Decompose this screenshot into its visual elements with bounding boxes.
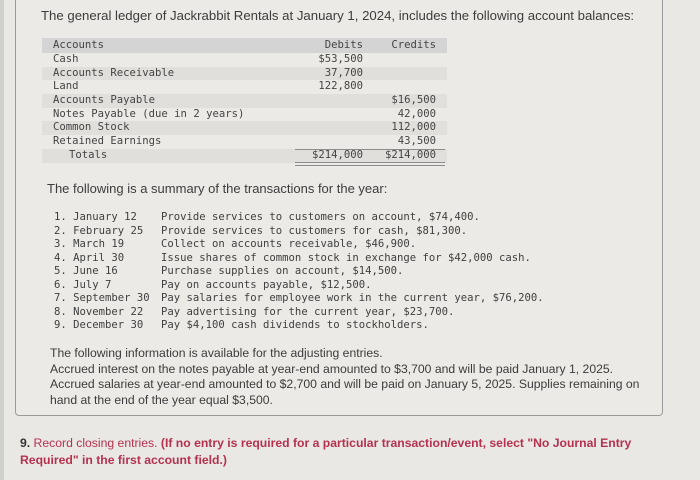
ledger-row	[42, 121, 447, 135]
transaction-date: 9. December 30	[54, 319, 144, 331]
transaction-description: Purchase supplies on account, $14,500.	[161, 265, 404, 277]
header-credits: Credits	[391, 39, 436, 51]
credit-value: 42,000	[397, 107, 436, 120]
question-instruction	[20, 435, 685, 468]
transaction-date: 6. July 7	[54, 278, 112, 291]
transaction-item	[54, 225, 544, 239]
adjusting-details: Accrued interest on the notes payable at year-end amounted to $3,700 and will be paid January 1, 2025. Accrued salaries at year-end amounted to $2,700 and will be paid on January 5, 2025. Supplies remaining on hand at the end of the year equal $3,500.	[50, 361, 640, 407]
transaction-date: 7. September 30	[54, 292, 150, 304]
ledger-table	[42, 38, 447, 163]
credit-value	[363, 80, 436, 94]
header-debits: Debits	[324, 39, 363, 51]
transaction-date: 4. April 30	[54, 251, 125, 264]
transaction-item	[54, 319, 544, 333]
question-lead: Record closing entries.	[30, 436, 161, 450]
adjusting-heading: The following information is available for the adjusting entries.	[50, 346, 383, 360]
adjusting-info	[50, 346, 640, 408]
transaction-description: Pay salaries for employee work in the current year, $76,200.	[161, 292, 544, 304]
transaction-description: Collect on accounts receivable, $46,900.	[161, 238, 417, 250]
debit-value: 122,800	[318, 80, 363, 93]
totals-rule	[295, 149, 445, 150]
ledger-row	[42, 94, 447, 108]
debit-value: $53,500	[318, 53, 363, 65]
debit-value	[292, 94, 363, 108]
account-name: Land	[53, 80, 79, 93]
totals-double-rule	[295, 162, 445, 166]
debit-value	[292, 135, 363, 149]
transaction-item	[54, 292, 544, 306]
question-note: (If no entry is required for a particular transaction/event, select "No Journal Entry Required" in the first account field.)	[20, 436, 632, 467]
ledger-row	[42, 80, 447, 94]
ledger-totals-row	[42, 149, 447, 163]
credit-value: 43,500	[397, 135, 436, 148]
debit-value: 37,700	[324, 66, 363, 79]
account-name: Retained Earnings	[53, 135, 162, 148]
intro-text: The general ledger of Jackrabbit Rentals at January 1, 2024, includes the following account balances:	[41, 8, 635, 23]
transaction-description: Issue shares of common stock in exchange for $42,000 cash.	[161, 251, 531, 264]
transaction-description: Pay advertising for the current year, $23,700.	[161, 305, 455, 318]
ledger-row	[42, 53, 447, 67]
transaction-description: Pay $4,100 cash dividends to stockholders.	[161, 319, 429, 331]
transaction-item	[54, 252, 544, 266]
totals-debit: $214,000	[311, 148, 363, 161]
transaction-description: Provide services to customers on account, $74,400.	[161, 211, 480, 223]
ledger-row	[42, 67, 447, 81]
account-name: Notes Payable (due in 2 years)	[53, 107, 245, 120]
transaction-date: 2. February 25	[54, 224, 144, 237]
account-name: Cash	[53, 53, 79, 65]
account-name: Common Stock	[53, 121, 130, 134]
transaction-item	[54, 265, 544, 279]
transaction-date: 3. March 19	[54, 238, 125, 250]
page-left-edge	[0, 0, 4, 480]
account-name: Accounts Receivable	[53, 66, 175, 79]
transaction-date: 1. January 12	[54, 211, 137, 223]
ledger-row	[42, 135, 447, 149]
summary-intro: The following is a summary of the transactions for the year:	[47, 181, 388, 196]
transaction-description: Provide services to customers for cash, $81,300.	[161, 224, 468, 237]
totals-label: Totals	[69, 148, 108, 161]
transaction-date: 5. June 16	[54, 265, 118, 277]
transaction-item	[54, 211, 544, 225]
credit-value: 112,000	[391, 121, 436, 134]
credit-value	[363, 53, 436, 67]
transaction-description: Pay on accounts payable, $12,500.	[161, 278, 372, 291]
transaction-date: 8. November 22	[54, 305, 144, 318]
transaction-list	[54, 211, 544, 333]
transaction-item	[54, 306, 544, 320]
totals-credit: $214,000	[384, 148, 436, 161]
question-number: 9.	[20, 436, 31, 450]
debit-value	[292, 108, 363, 122]
credit-value: $16,500	[391, 94, 436, 107]
transaction-item	[54, 238, 544, 252]
credit-value	[363, 67, 436, 81]
ledger-header-row	[42, 38, 447, 53]
transaction-item	[54, 279, 544, 293]
debit-value	[292, 121, 363, 135]
ledger-row	[42, 108, 447, 122]
header-accounts: Accounts	[53, 39, 105, 51]
account-name: Accounts Payable	[53, 94, 156, 107]
